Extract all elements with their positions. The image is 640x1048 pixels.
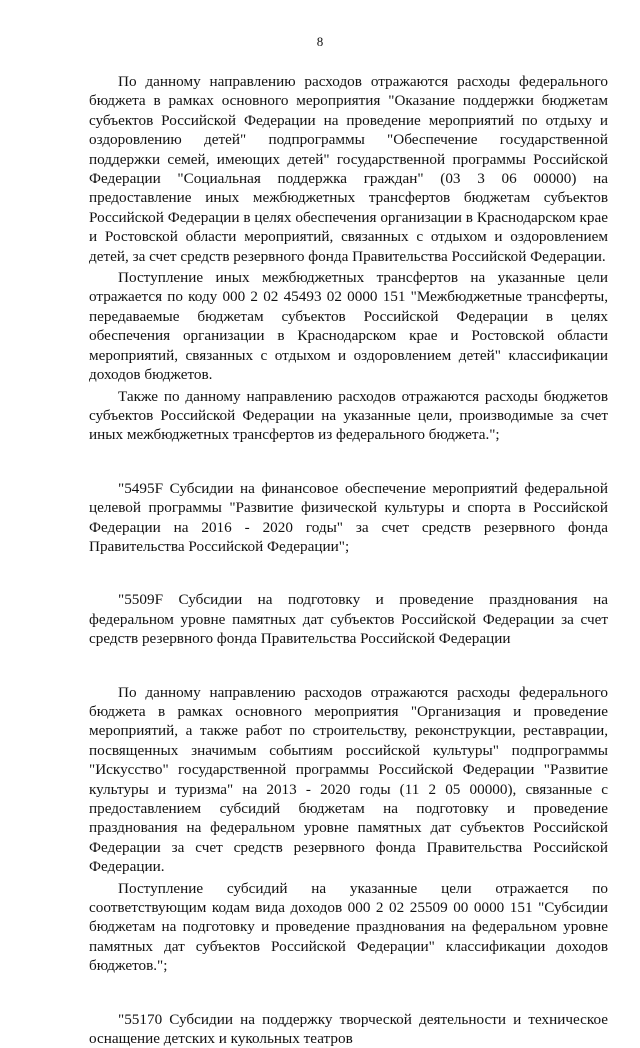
paragraph-culture-expenses: По данному направлению расходов отражаются расходы федерального бюджета в рамках основного мероприятия "Организация и проведение мероприятий, а также работ по строительству, реконструкции, реставрации, посвященных значимым событиям российской культуры" подпрограммы "Искусство" государственной программы Российской Федерации "Развитие культуры и туризма" на 2013 - 2020 годы (11 2 05 00000), связанные с предоставлением субсидий бюджетам на подготовку и проведение празднования на федеральном уровне памятных дат субъектов Российской Федерации за счет средств резервного фонда Правительства Российской Федерации.: [89, 683, 608, 876]
paragraph-fund-expenses-children-rest: По данному направлению расходов отражаются расходы федерального бюджета в рамках основного мероприятия "Оказание поддержки бюджетам субъектов Российской Федерации на проведение мероприятий по отдыху и оздоровлению детей" подпрограммы "Обеспечение государственной поддержки семей, имеющих детей" государственной программы Российской Федерации "Социальная поддержка граждан" (03 3 06 00000) на предоставление иных межбюджетных трансфертов бюджетам субъектов Российской Федерации в целях обеспечения организации в Краснодарском крае и Ростовской области мероприятий, связанных с отдыхом и оздоровлением детей, за счет средств резервного фонда Правительства Российской Федерации.: [89, 73, 608, 265]
paragraph-55170: "55170 Субсидии на поддержку творческой деятельности и техническое оснащение детских и кукольных театров: [89, 1010, 608, 1048]
paragraph-5495F: "5495F Субсидии на финансовое обеспечение мероприятий федеральной целевой программы "Развитие физической культуры и спорта в Российской Федерации на 2016 - 2020 годы" за счет средств резервного фонда Правительства Российской Федерации";: [89, 479, 608, 555]
paragraph-subsidies-income-code: Поступление субсидий на указанные цели отражается по соответствующим кодам вида доходов 000 2 02 25509 00 0000 151 "Субсидии бюджетам на подготовку и проведение празднования на федеральном уровне памятных дат субъектов Российской Федерации" классификации доходов бюджетов.";: [89, 879, 608, 975]
document-body: [89, 72, 608, 1048]
paragraph-regional-budgets: Также по данному направлению расходов отражаются расходы бюджетов субъектов Российской Федерации на указанные цели, производимые за счет иных межбюджетных трансфертов из федерального бюджета.";: [89, 387, 608, 444]
paragraph-transfers-income-code: Поступление иных межбюджетных трансфертов на указанные цели отражается по коду 000 2 02 45493 02 0000 151 "Межбюджетные трансферты, передаваемые бюджетам субъектов Российской Федерации в целях обеспечения организации в Краснодарском крае и Ростовской области мероприятий, связанных с отдыхом и оздоровлением детей" классификации доходов бюджетов.: [89, 269, 608, 384]
page-number: 8: [316, 34, 324, 49]
paragraph-5509F: "5509F Субсидии на подготовку и проведение празднования на федеральном уровне памятных дат субъектов Российской Федерации за счет средств резервного фонда Правительства Российской Федерации: [89, 591, 608, 648]
